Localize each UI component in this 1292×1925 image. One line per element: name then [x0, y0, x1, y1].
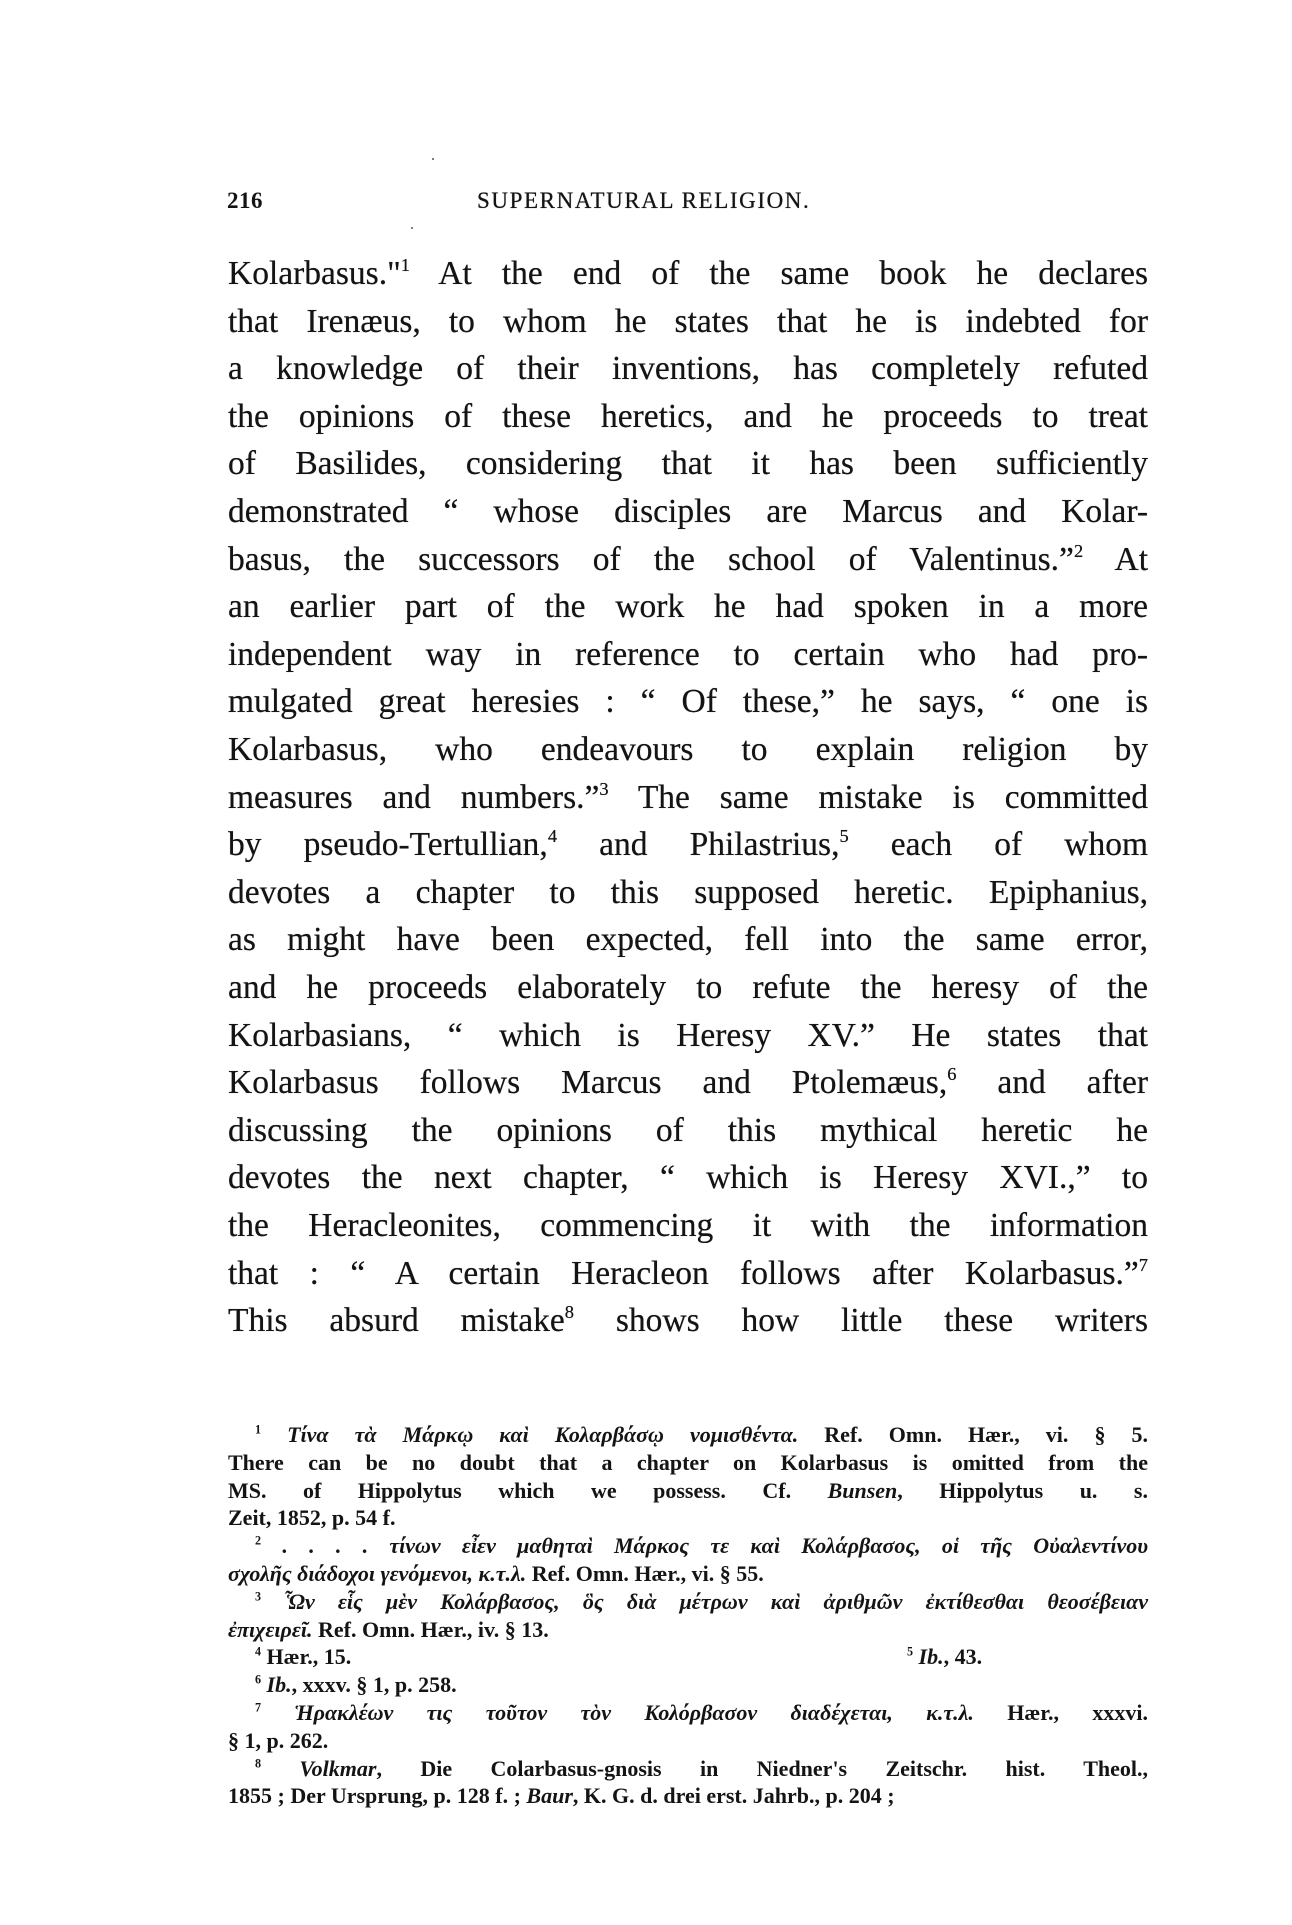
- page-number: 216: [227, 188, 263, 213]
- footnote-4-line: [255, 1644, 351, 1670]
- greek-quotation: σχολῆς διάδοχοι γενόμενοι, κ.τ.λ.: [228, 1561, 527, 1586]
- body-line: an earlier part of the work he had spoken in a more: [228, 588, 1148, 626]
- cited-author: Volkmar: [299, 1755, 377, 1781]
- footnote-1-line: [228, 1505, 1148, 1531]
- body-line: Kolarbasians, “ which is Heresy XV.” He states that: [228, 1016, 1148, 1054]
- footnote-text: Ref. Omn. Hær., vi. § 55.: [526, 1561, 764, 1586]
- footnote-1-line: [228, 1478, 1148, 1504]
- footnote-ref: 3: [599, 778, 609, 799]
- footnote-7-line: [255, 1700, 1148, 1726]
- body-line: devotes a chapter to this supposed heretic. Epiphanius,: [228, 873, 1148, 911]
- footnote-text: § 1, p. 262.: [228, 1727, 329, 1753]
- footnote-marker: 1: [255, 1422, 262, 1437]
- footnote-5-line: [907, 1644, 982, 1670]
- body-line: This absurd mistake$^8$ shows how little these writers: [228, 1302, 1148, 1340]
- greek-quotation: ἐπιχειρεῖ.: [228, 1616, 313, 1642]
- footnote-8-line: [228, 1783, 1148, 1809]
- body-line: a knowledge of their inventions, has completely refuted: [228, 350, 1148, 388]
- body-line: measures and numbers.”$^3$ The same mistake is committed: [228, 778, 1148, 816]
- body-line: Kolarbasus, who endeavours to explain religion by: [228, 731, 1148, 768]
- footnote-ref: 7: [1138, 1254, 1148, 1275]
- greek-quotation: Ἡρακλέων τις τοῦτον τὸν Κολόρβασον διαδέχεται, κ.τ.λ.: [294, 1700, 974, 1725]
- footnote-text: Hær., 15.: [266, 1644, 352, 1670]
- body-line: and he proceeds elaborately to refute the heresy of the: [228, 969, 1148, 1006]
- scan-speck: [432, 158, 434, 160]
- footnote-ref: 1: [400, 255, 410, 276]
- footnote-marker: 7: [255, 1700, 262, 1715]
- footnote-text: Hær., xxxvi.: [973, 1700, 1149, 1725]
- footnote-8-line: [255, 1756, 1148, 1782]
- footnote-text: , 43.: [943, 1644, 983, 1670]
- body-line: devotes the next chapter, “ which is Heresy XVI.,” to: [228, 1159, 1148, 1197]
- cited-author: Ib.: [918, 1644, 944, 1670]
- footnote-text: MS. of Hippolytus which we possess. Cf.: [228, 1477, 828, 1503]
- footnote-3-line: [255, 1589, 1148, 1615]
- footnote-ref: 6: [947, 1064, 957, 1085]
- footnote-text: 1855 ; Der Ursprung, p. 128 f. ;: [228, 1783, 527, 1809]
- footnote-ref: 8: [564, 1302, 574, 1323]
- footnote-text: , Die Colarbasus-gnosis in Niedner's Zeitschr. hist. Theol.,: [376, 1755, 1149, 1781]
- body-line: discussing the opinions of this mythical heretic he: [228, 1111, 1148, 1149]
- footnote-marker: 6: [255, 1672, 262, 1687]
- body-line: of Basilides, considering that it has been sufficiently: [228, 445, 1148, 483]
- cited-author: Baur: [526, 1783, 573, 1809]
- footnote-text: , K. G. d. drei erst. Jahrb., p. 204 ;: [572, 1783, 895, 1809]
- footnote-6-line: [255, 1672, 457, 1698]
- body-line: that Irenæus, to whom he states that he is indebted for: [228, 302, 1148, 340]
- footnote-ref: 4: [547, 826, 558, 847]
- body-line: Kolarbasus."$^1$ At the end of the same book he declares: [228, 255, 1148, 292]
- body-line: as might have been expected, fell into the same error,: [228, 921, 1148, 959]
- greek-quotation: Ὧν εἷς μὲν Κολάρβασος, ὃς διὰ μέτρων καὶ ἀριθμῶν ἐκτίθεσθαι θεοσέβειαν: [284, 1588, 1149, 1614]
- body-line: independent way in reference to certain who had pro-: [228, 635, 1148, 673]
- body-line: mulgated great heresies : “ Of these,” he says, “ one is: [228, 683, 1148, 721]
- body-line: the Heracleonites, commencing it with the information: [228, 1207, 1148, 1244]
- footnote-3-line: [228, 1617, 1148, 1643]
- cited-author: Bunsen: [827, 1477, 898, 1503]
- footnote-marker: 5: [907, 1644, 914, 1659]
- cited-author: Ib.: [266, 1672, 292, 1698]
- greek-quotation: Τίνα τὰ Μάρκῳ καὶ Κολαρβάσῳ νομισθέντα.: [287, 1422, 799, 1447]
- footnote-text: Zeit, 1852, p. 54 f.: [228, 1505, 396, 1531]
- footnote-marker: 3: [255, 1589, 262, 1604]
- footnote-text: Ref. Omn. Hær., vi. § 5.: [798, 1422, 1149, 1447]
- footnote-2-line: [255, 1533, 1148, 1559]
- footnote-ref: 5: [839, 826, 849, 847]
- scan-speck: [411, 227, 413, 229]
- body-line: Kolarbasus follows Marcus and Ptolemæus,$^6$ and after: [228, 1064, 1148, 1102]
- body-line: the opinions of these heretics, and he proceeds to treat: [228, 397, 1148, 435]
- running-title: SUPERNATURAL RELIGION.: [477, 188, 811, 213]
- footnote-ref: 2: [1073, 540, 1084, 561]
- footnote-2-line: [228, 1561, 1148, 1587]
- body-line: that : “ A certain Heracleon follows after Kolarbasus.”$^7$: [228, 1254, 1148, 1292]
- body-line: basus, the successors of the school of Valentinus.”$^2$ At: [228, 540, 1149, 578]
- footnote-text: Ref. Omn. Hær., iv. § 13.: [312, 1616, 549, 1642]
- footnote-text: , Hippolytus u. s.: [897, 1477, 1148, 1503]
- footnote-text: , xxxv. § 1, p. 258.: [291, 1672, 457, 1698]
- body-line: demonstrated “ whose disciples are Marcus and Kolar-: [228, 493, 1148, 530]
- footnote-7-line: [228, 1728, 1148, 1754]
- footnote-1-line: [228, 1450, 1148, 1476]
- footnote-marker: 4: [255, 1644, 262, 1659]
- greek-quotation: . . . . τίνων εἶεν μαθηταὶ Μάρκος τε καὶ Κολάρβασος, οἱ τῆς Οὐαλεντίνου: [282, 1533, 1149, 1559]
- footnote-marker: 2: [255, 1533, 262, 1548]
- footnote-1-line: [255, 1422, 1148, 1448]
- body-line: by pseudo-Tertullian,$^4$ and Philastrius,$^5$ each of whom: [228, 826, 1149, 864]
- footnote-text: There can be no doubt that a chapter on Kolarbasus is omitted from the: [228, 1449, 1148, 1475]
- footnote-marker: 8: [255, 1756, 262, 1771]
